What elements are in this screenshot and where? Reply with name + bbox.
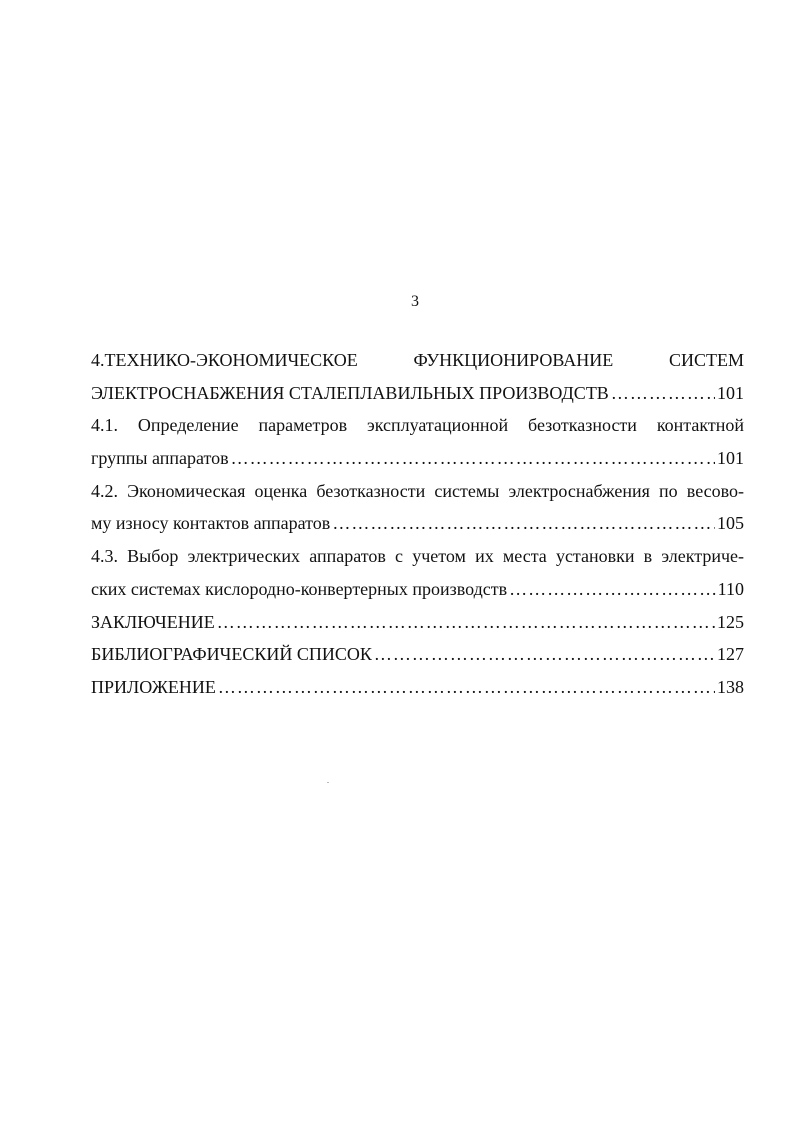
toc-appendix-page: 138 xyxy=(717,676,744,697)
toc-section-4-1-page: 101 xyxy=(717,448,744,469)
toc-section-4-3-line2: ских системах кислородно-конвертерных производств xyxy=(91,578,508,599)
page-number: 3 xyxy=(411,293,419,310)
toc-entry-section-4-1[interactable] xyxy=(91,442,744,475)
toc-section-4-3-line1: 4.3. Выбор электрических аппаратов с учетом их места установки в электриче- xyxy=(91,546,744,567)
scan-speck xyxy=(327,782,329,783)
toc-section-4-1-line1: 4.1. Определение параметров эксплуатационной безотказности контактной xyxy=(91,415,744,436)
dot-leader xyxy=(332,507,715,540)
toc-entry-section-4-2[interactable] xyxy=(91,507,744,540)
toc-section-4-title-line2: ЭЛЕКТРОСНАБЖЕНИЯ СТАЛЕПЛАВИЛЬНЫХ ПРОИЗВОДСТВ xyxy=(91,382,609,403)
toc-entry-conclusion[interactable] xyxy=(91,606,744,639)
dot-leader xyxy=(231,442,715,475)
dot-leader xyxy=(611,377,715,410)
toc-entry-appendix[interactable] xyxy=(91,671,744,704)
toc-section-4-2-line1: 4.2. Экономическая оценка безотказности системы электроснабжения по весово- xyxy=(91,480,744,501)
dot-leader xyxy=(218,671,715,704)
toc-conclusion-page: 125 xyxy=(717,611,744,632)
toc-entry-section-4-3[interactable] xyxy=(91,573,744,606)
dot-leader xyxy=(509,573,716,606)
toc-entry-bibliography[interactable] xyxy=(91,638,744,671)
toc-section-4-2-line2: му износу контактов аппаратов xyxy=(91,513,331,534)
toc-entry-section-4[interactable] xyxy=(91,377,744,410)
toc-section-4-3-page: 110 xyxy=(717,578,744,599)
toc-section-4-2-page: 105 xyxy=(717,513,744,534)
table-of-contents xyxy=(91,344,744,704)
toc-section-4-page: 101 xyxy=(717,382,744,403)
toc-appendix-title: ПРИЛОЖЕНИЕ xyxy=(91,676,216,697)
toc-section-4-title-line1: 4.ТЕХНИКО-ЭКОНОМИЧЕСКОЕ ФУНКЦИОНИРОВАНИЕ СИСТЕМ xyxy=(91,350,744,370)
toc-section-4-1-line2: группы аппаратов xyxy=(91,448,229,469)
toc-conclusion-title: ЗАКЛЮЧЕНИЕ xyxy=(91,611,215,632)
toc-bibliography-title: БИБЛИОГРАФИЧЕСКИЙ СПИСОК xyxy=(91,644,372,665)
toc-bibliography-page: 127 xyxy=(717,644,744,665)
dot-leader xyxy=(217,606,715,639)
dot-leader xyxy=(374,638,715,671)
